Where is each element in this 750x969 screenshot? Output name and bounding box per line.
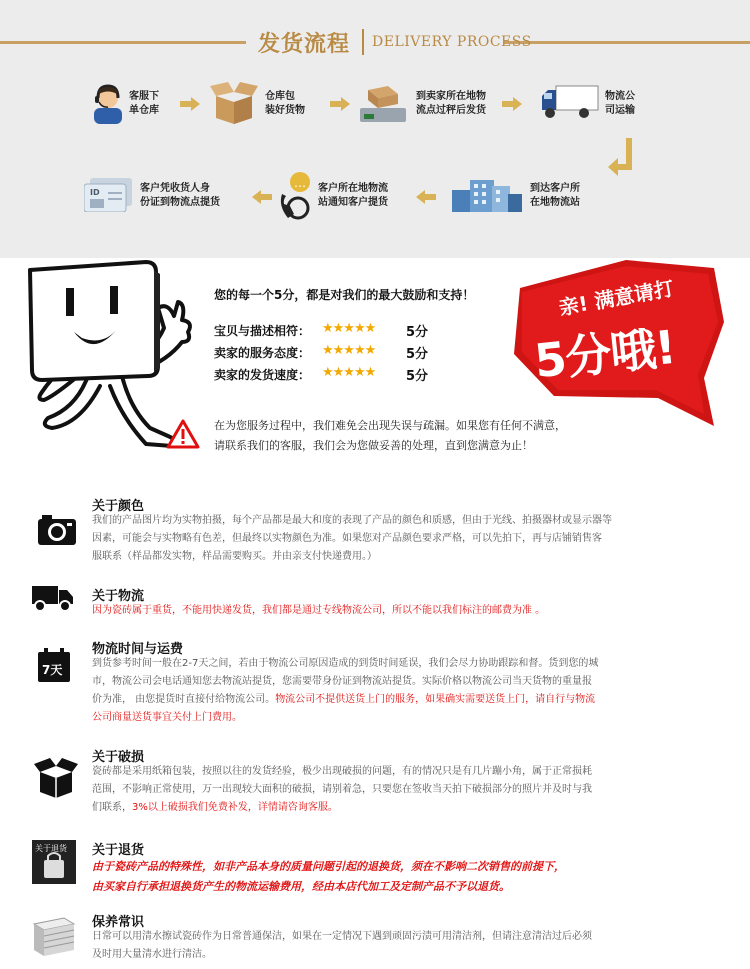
rating-score: 5分 — [406, 369, 429, 384]
info-warning-text: 公司商量送货事宜关付上门费用。 — [92, 712, 242, 723]
return-icon-text: 关于退货 — [35, 844, 67, 853]
badge-line-1: 亲! 满意请打 — [557, 276, 676, 320]
process-subtitle: DELIVERY PROCESS — [372, 34, 532, 50]
step-label: 客服下 单仓库 — [129, 91, 159, 116]
return-goods-icon — [32, 840, 76, 888]
service-notice-line-1: 在为您服务过程中，我们难免会出现失误与疏漏。如果您有任何不满意， — [214, 419, 566, 432]
tiles-stack-icon — [30, 916, 78, 964]
info-title: 保养常识 — [92, 915, 145, 930]
arrow-right-icon — [330, 97, 350, 111]
info-line: 因素，可能会与实物略有色差，但最终以实物颜色为准。如果您对产品颜色要求严格，可以先拍下，再与店铺销售客 — [92, 533, 602, 544]
info-title: 物流时间与运费 — [92, 642, 184, 657]
title-rule-right — [504, 41, 750, 44]
step-label: 物流公 司运输 — [605, 91, 635, 116]
info-line: 及时用大量清水进行清洁。 — [92, 949, 212, 960]
svg-text:ID: ID — [90, 188, 100, 197]
info-body — [92, 763, 704, 817]
info-line: 我们的产品图片均为实物拍摄，每个产品都是最大和度的表现了产品的颜色和质感，但由于光线、拍摄器材或显示器等 — [92, 515, 612, 526]
title-rule-left — [0, 41, 246, 44]
calendar-icon-text: 7天 — [42, 663, 63, 677]
info-body — [92, 655, 704, 727]
rating-label: 卖家的发货速度： — [214, 368, 311, 382]
info-title: 关于破损 — [92, 750, 145, 765]
info-warning-text: 由买家自行承担退换货产生的物流运输费用，经由本店代加工及定制产品不予以退货。 — [92, 880, 510, 893]
info-body — [92, 512, 704, 566]
info-line — [92, 799, 704, 817]
svg-text:…: … — [294, 176, 306, 190]
info-warning-text: 由于瓷砖产品的特殊性，如非产品本身的质量问题引起的退换货，须在不影响二次销售的前提下， — [92, 860, 565, 873]
rating-score: 5分 — [406, 325, 429, 340]
step-label: 到卖家所在地物 流点过秤后发货 — [416, 91, 486, 116]
building-icon — [452, 176, 522, 216]
info-line: 市，物流公司会电话通知您去物流站提货，您需要带身份证到物流站提货。实际价格以物流公司当天货物的重量报 — [92, 676, 592, 687]
service-notice-line-2: 请联系我们的客服，我们会为您做妥善的处理，直到您满意为止！ — [214, 439, 533, 452]
rating-label: 卖家的服务态度： — [214, 346, 311, 360]
info-line: 因为瓷砖属于重货，不能用快递发货，我们都是通过专线物流公司，所以不能以我们标注的邮费为准 。 — [92, 605, 546, 616]
info-body — [92, 928, 704, 964]
info-line: 范围，不影响正常使用，万一出现较大面积的破损，请别着急，只要您在签收当天拍下破损部分的照片并及时与我 — [92, 784, 592, 795]
step-label: 到达客户所 在地物流站 — [530, 183, 580, 208]
info-line: 服联系（样品都发实物，样品需要购买。并由亲支付快递费用。） — [92, 551, 377, 562]
info-line — [92, 691, 704, 709]
camera-icon — [38, 513, 76, 549]
warning-icon — [166, 419, 200, 453]
arrow-right-icon — [180, 97, 200, 111]
info-line: 瓷砖都是采用纸箱包装，按照以往的发货经验，极少出现破损的问题，有的情况只是有几片蹦小角，属于正常损耗 — [92, 766, 592, 777]
badge-line-2: 5分哦! — [531, 319, 678, 389]
rating-score: 5分 — [406, 347, 429, 362]
id-card-icon — [84, 178, 134, 216]
process-title: 发货流程 — [258, 32, 351, 57]
info-line: 日常可以用清水擦试瓷砖作为日常普通保洁，如果在一定情况下遇到顽固污渍可用清洁剂，但请注意清洁过后必须 — [92, 931, 592, 942]
rating-headline: 您的每一个5分，都是对我们的最大鼓励和支持！ — [214, 288, 475, 302]
delivery-process-panel — [0, 0, 750, 258]
step-label: 客户凭收货人身 份证到物流点提货 — [140, 183, 220, 208]
arrow-right-icon — [502, 97, 522, 111]
arrow-left-icon — [416, 190, 436, 204]
info-warning-text: 3%以上破损我们免费补发，详情请咨询客服。 — [132, 802, 338, 813]
info-text-segment: 们联系， — [92, 802, 132, 813]
scale-icon — [358, 84, 408, 128]
arrow-corner-icon — [608, 138, 636, 190]
info-body — [92, 602, 704, 620]
info-title: 关于颜色 — [92, 499, 145, 514]
info-line: 到货参考时间一般在2-7天之间，若由于物流公司原因造成的到货时间延误，我们会尽力协助跟踪和督。货到您的城 — [92, 658, 599, 669]
truck-icon — [540, 84, 600, 124]
calendar-7-days-icon — [38, 648, 70, 686]
box-icon — [210, 80, 258, 128]
rating-label: 宝贝与描述相符： — [214, 324, 311, 338]
step-label: 客户所在地物流 站通知客户提货 — [318, 183, 388, 208]
info-title: 关于物流 — [92, 589, 145, 604]
customer-service-icon — [90, 84, 126, 128]
title-divider — [362, 29, 364, 55]
phone-icon — [276, 170, 316, 226]
open-box-icon — [34, 758, 78, 802]
rating-stars: ★★★★★ — [322, 343, 376, 358]
info-title: 关于退货 — [92, 843, 145, 858]
info-text-segment: 价为准， 由您提货时直接付给物流公司。 — [92, 694, 276, 705]
rating-stars: ★★★★★ — [322, 365, 376, 380]
arrow-left-icon — [252, 190, 272, 204]
info-body — [92, 857, 748, 897]
info-warning-text: 物流公司不提供送货上门的服务，如果确实需要送货上门，请自行与物流 — [275, 694, 596, 705]
five-star-badge — [508, 258, 732, 428]
rating-stars: ★★★★★ — [322, 321, 376, 336]
step-label: 仓库包 装好货物 — [265, 91, 305, 116]
truck-icon — [32, 584, 74, 616]
